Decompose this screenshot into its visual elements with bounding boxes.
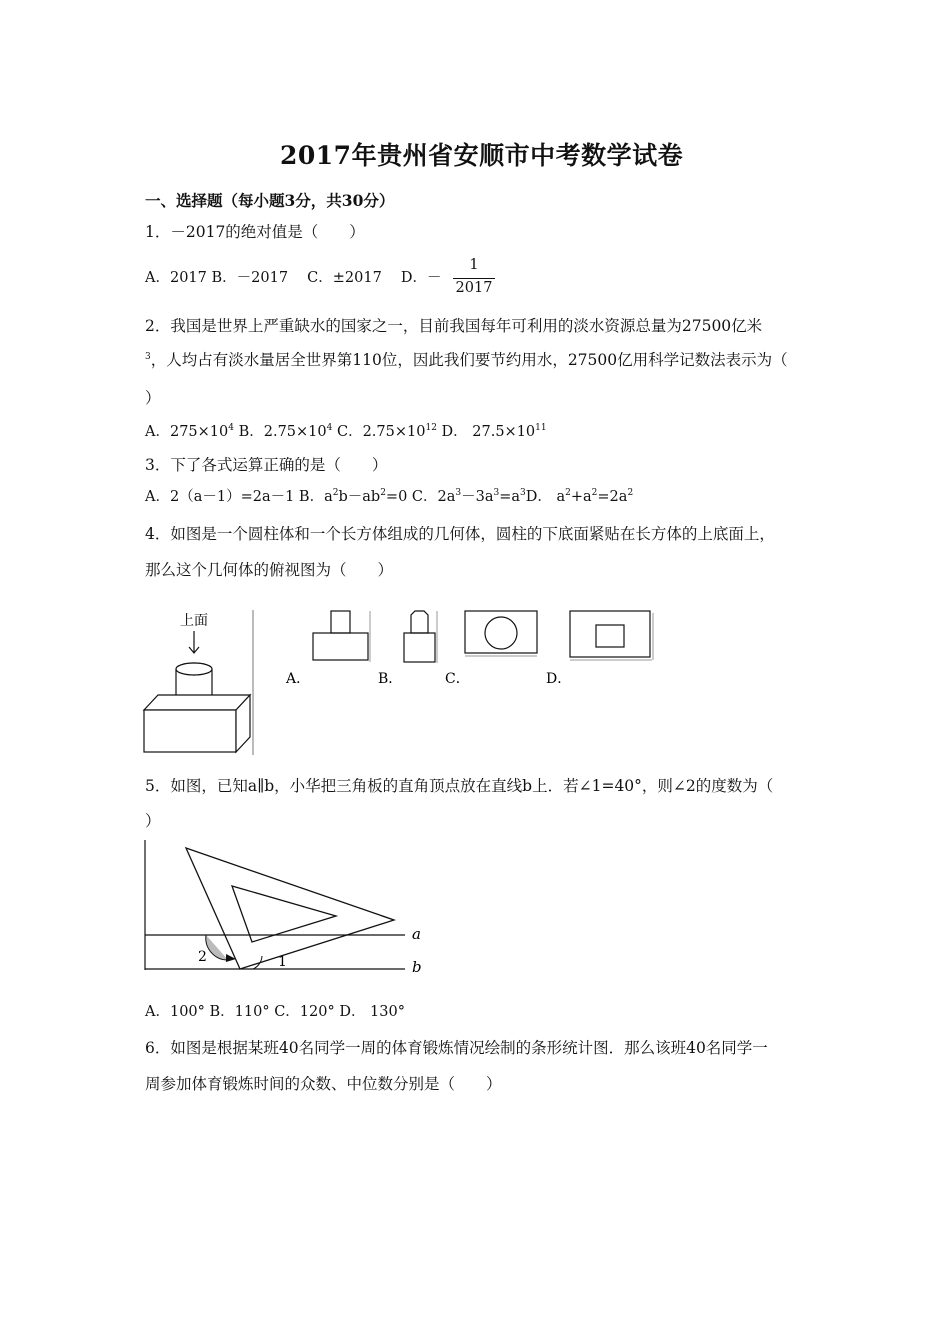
option-c-label: C． [445,671,470,687]
option-d-rect [570,611,650,657]
box-top [144,695,250,710]
option-b-label: B． [378,671,403,687]
q2-option-c: C．2.75×10 [332,424,426,440]
q2-option-d-exp: 11 [535,423,547,433]
cylinder-top [176,663,212,675]
option-b-top [411,611,428,633]
q4-line1: 4．如图是一个圆柱体和一个长方体组成的几何体，圆柱的下底面紧贴在长方体的上底面上， [145,525,775,543]
q1-fraction-numerator: 1 [469,257,479,273]
option-a-label: A． [286,671,311,687]
option-b-base [404,633,435,662]
q2-option-c-exp: 12 [425,423,437,433]
option-a-base [313,633,368,660]
q4-solid-figure [140,605,270,760]
q1-stem: 1．－2017的绝对值是（ ） [145,223,365,241]
q3-part: =0 C．2a [385,489,456,505]
q3-exp: 3 [493,488,500,498]
q3-exp: 2 [332,488,339,498]
q4-option-figures [280,605,680,690]
q4-line2: 那么这个几何体的俯视图为（ ） [145,561,394,579]
q3-options [145,487,633,507]
label-a: a [412,925,421,943]
label-angle-1: 1 [278,954,287,970]
q1-options: A．2017 B．－2017 C．±2017 D．－ [145,270,442,286]
q5-options: A．100° B．110° C．120° D． 130° [145,1004,405,1020]
option-d-label: D． [546,671,572,687]
option-d-square [596,625,624,647]
q3-exp: 3 [455,488,462,498]
q3-exp: 2 [565,488,571,498]
box-front [144,710,236,752]
q3-part: D． a [525,489,566,505]
q5-line2: ） [145,812,161,830]
q3-part: －3a [461,489,494,505]
q2-option-b: B．2.75×10 [233,424,327,440]
q2-line2 [145,350,788,370]
q3-part: =2a [597,489,628,505]
option-c-circle [485,617,517,649]
q3-part: +a [570,489,592,505]
q3-exp: 2 [380,488,386,498]
q1-fraction [453,257,495,296]
q2-line2-text: ，人均占有淡水量居全世界第110位，因此我们要节约用水，27500亿用科学记数法表示为（ [150,351,788,369]
q2-option-a: A．275×10 [145,424,229,440]
q5-line1: 5．如图，已知a∥b，小华把三角板的直角顶点放在直线b上．若∠1=40°，则∠2的度数为（ [145,777,774,795]
q6-line2: 周参加体育锻炼时间的众数、中位数分别是（ ） [145,1075,502,1093]
angle-1-arc [253,956,262,969]
q3-part: =a [499,489,521,505]
q5-triangle-figure [140,838,440,978]
section-heading: 一、选择题（每小题3分，共30分） [145,191,395,210]
label-angle-2: 2 [198,949,207,965]
q2-line3: ） [145,389,161,407]
q2-options [145,422,547,442]
q2-line1: 2．我国是世界上严重缺水的国家之一，目前我国每年可利用的淡水资源总量为27500亿米 [145,317,763,335]
q2-option-b-exp: 4 [326,423,333,433]
fraction-bar [453,278,495,279]
option-a-top [331,611,350,633]
q3-part: b－ab [338,489,381,505]
q3-exp: 2 [627,488,634,498]
q2-option-d: D． 27.5×10 [436,424,536,440]
q3-exp: 3 [520,488,526,498]
q2-sup: 3 [145,352,151,362]
q4-top-label: 上面 [180,613,208,629]
label-b: b [412,958,422,976]
q3-exp: 2 [591,488,598,498]
q6-line1: 6．如图是根据某班40名同学一周的体育锻炼情况绘制的条形统计图．那么该班40名同学一 [145,1039,768,1057]
q3-part: A．2（a－1）=2a－1 B．a [145,489,333,505]
angle-2-arc [206,935,228,960]
q3-stem: 3．下了各式运算正确的是（ ） [145,456,388,474]
page-title: 2017年贵州省安顺市中考数学试卷 [280,141,684,170]
q2-option-a-exp: 4 [228,423,234,433]
q1-fraction-denominator: 2017 [455,280,493,296]
